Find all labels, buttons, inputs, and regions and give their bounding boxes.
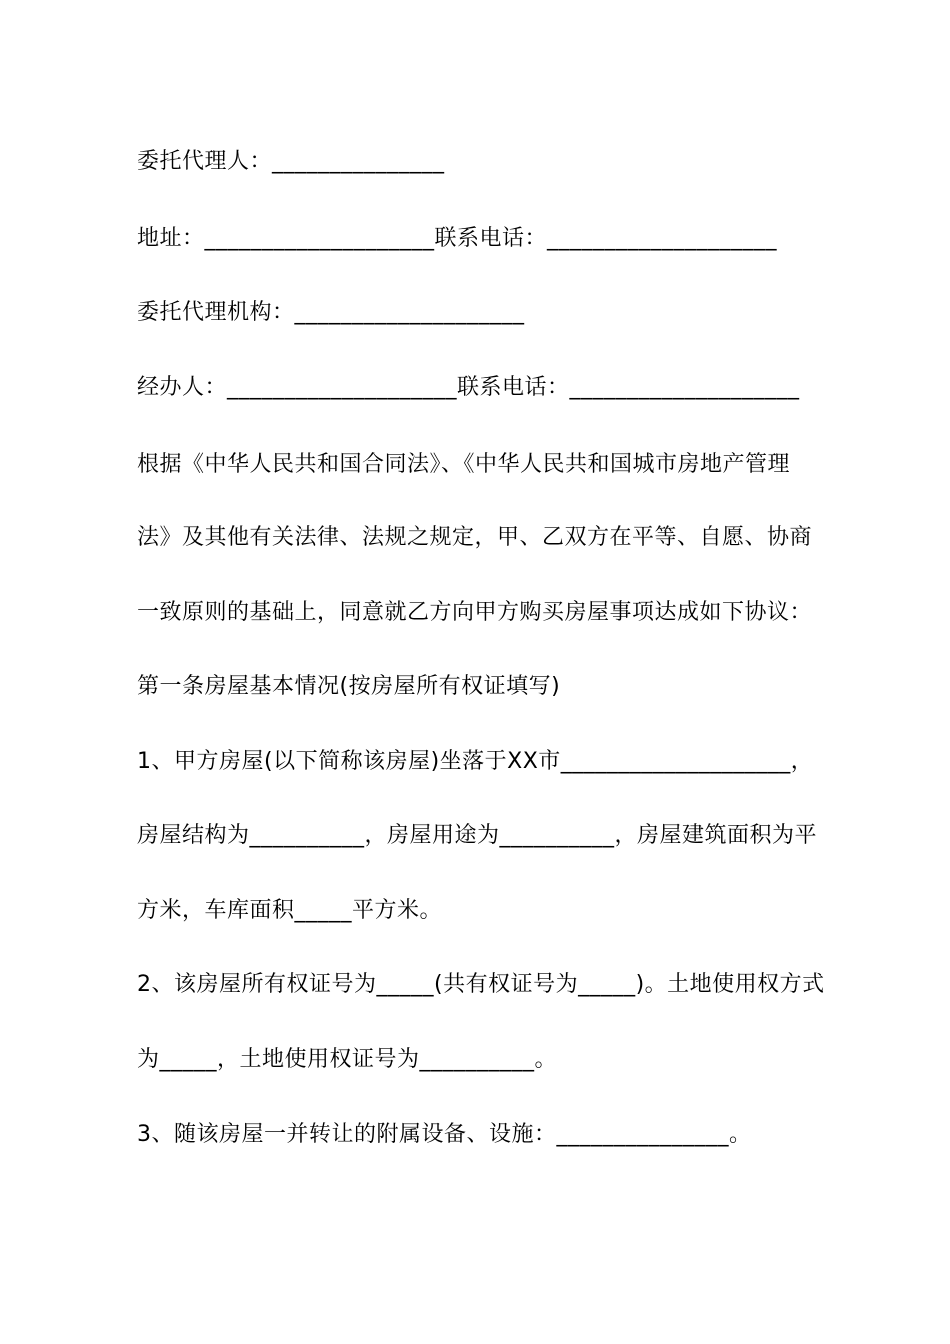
clause-line: 为_____，土地使用权证号为__________。 [137,1047,558,1072]
address-phone-line: 地址：____________________联系电话：____________________ [137,226,778,251]
clause-line: 房屋结构为__________，房屋用途为__________，房屋建筑面积为平 [137,823,818,848]
agency-line: 委托代理机构：____________________ [137,300,525,325]
paragraph-line: 根据《中华人民共和国合同法》、《中华人民共和国城市房地产管理 [137,452,791,477]
clause-line: 1、甲方房屋(以下简称该房屋)坐落于XX市____________________， [137,749,814,774]
paragraph-line: 法》及其他有关法律、法规之规定，甲、乙双方在平等、自愿、协商 [137,525,813,550]
clause-line: 2、该房屋所有权证号为_____(共有权证号为_____)。土地使用权方式 [137,972,825,997]
clause-line: 3、随该房屋一并转让的附属设备、设施：_______________。 [137,1122,752,1147]
section-heading: 第一条房屋基本情况(按房屋所有权证填写) [137,674,561,699]
handler-phone-line: 经办人：____________________联系电话：____________________ [137,375,800,400]
clause-line: 方米，车库面积_____平方米。 [137,898,443,923]
agent-line: 委托代理人：_______________ [137,149,445,174]
paragraph-line: 一致原则的基础上，同意就乙方向甲方购买房屋事项达成如下协议： [137,600,813,625]
